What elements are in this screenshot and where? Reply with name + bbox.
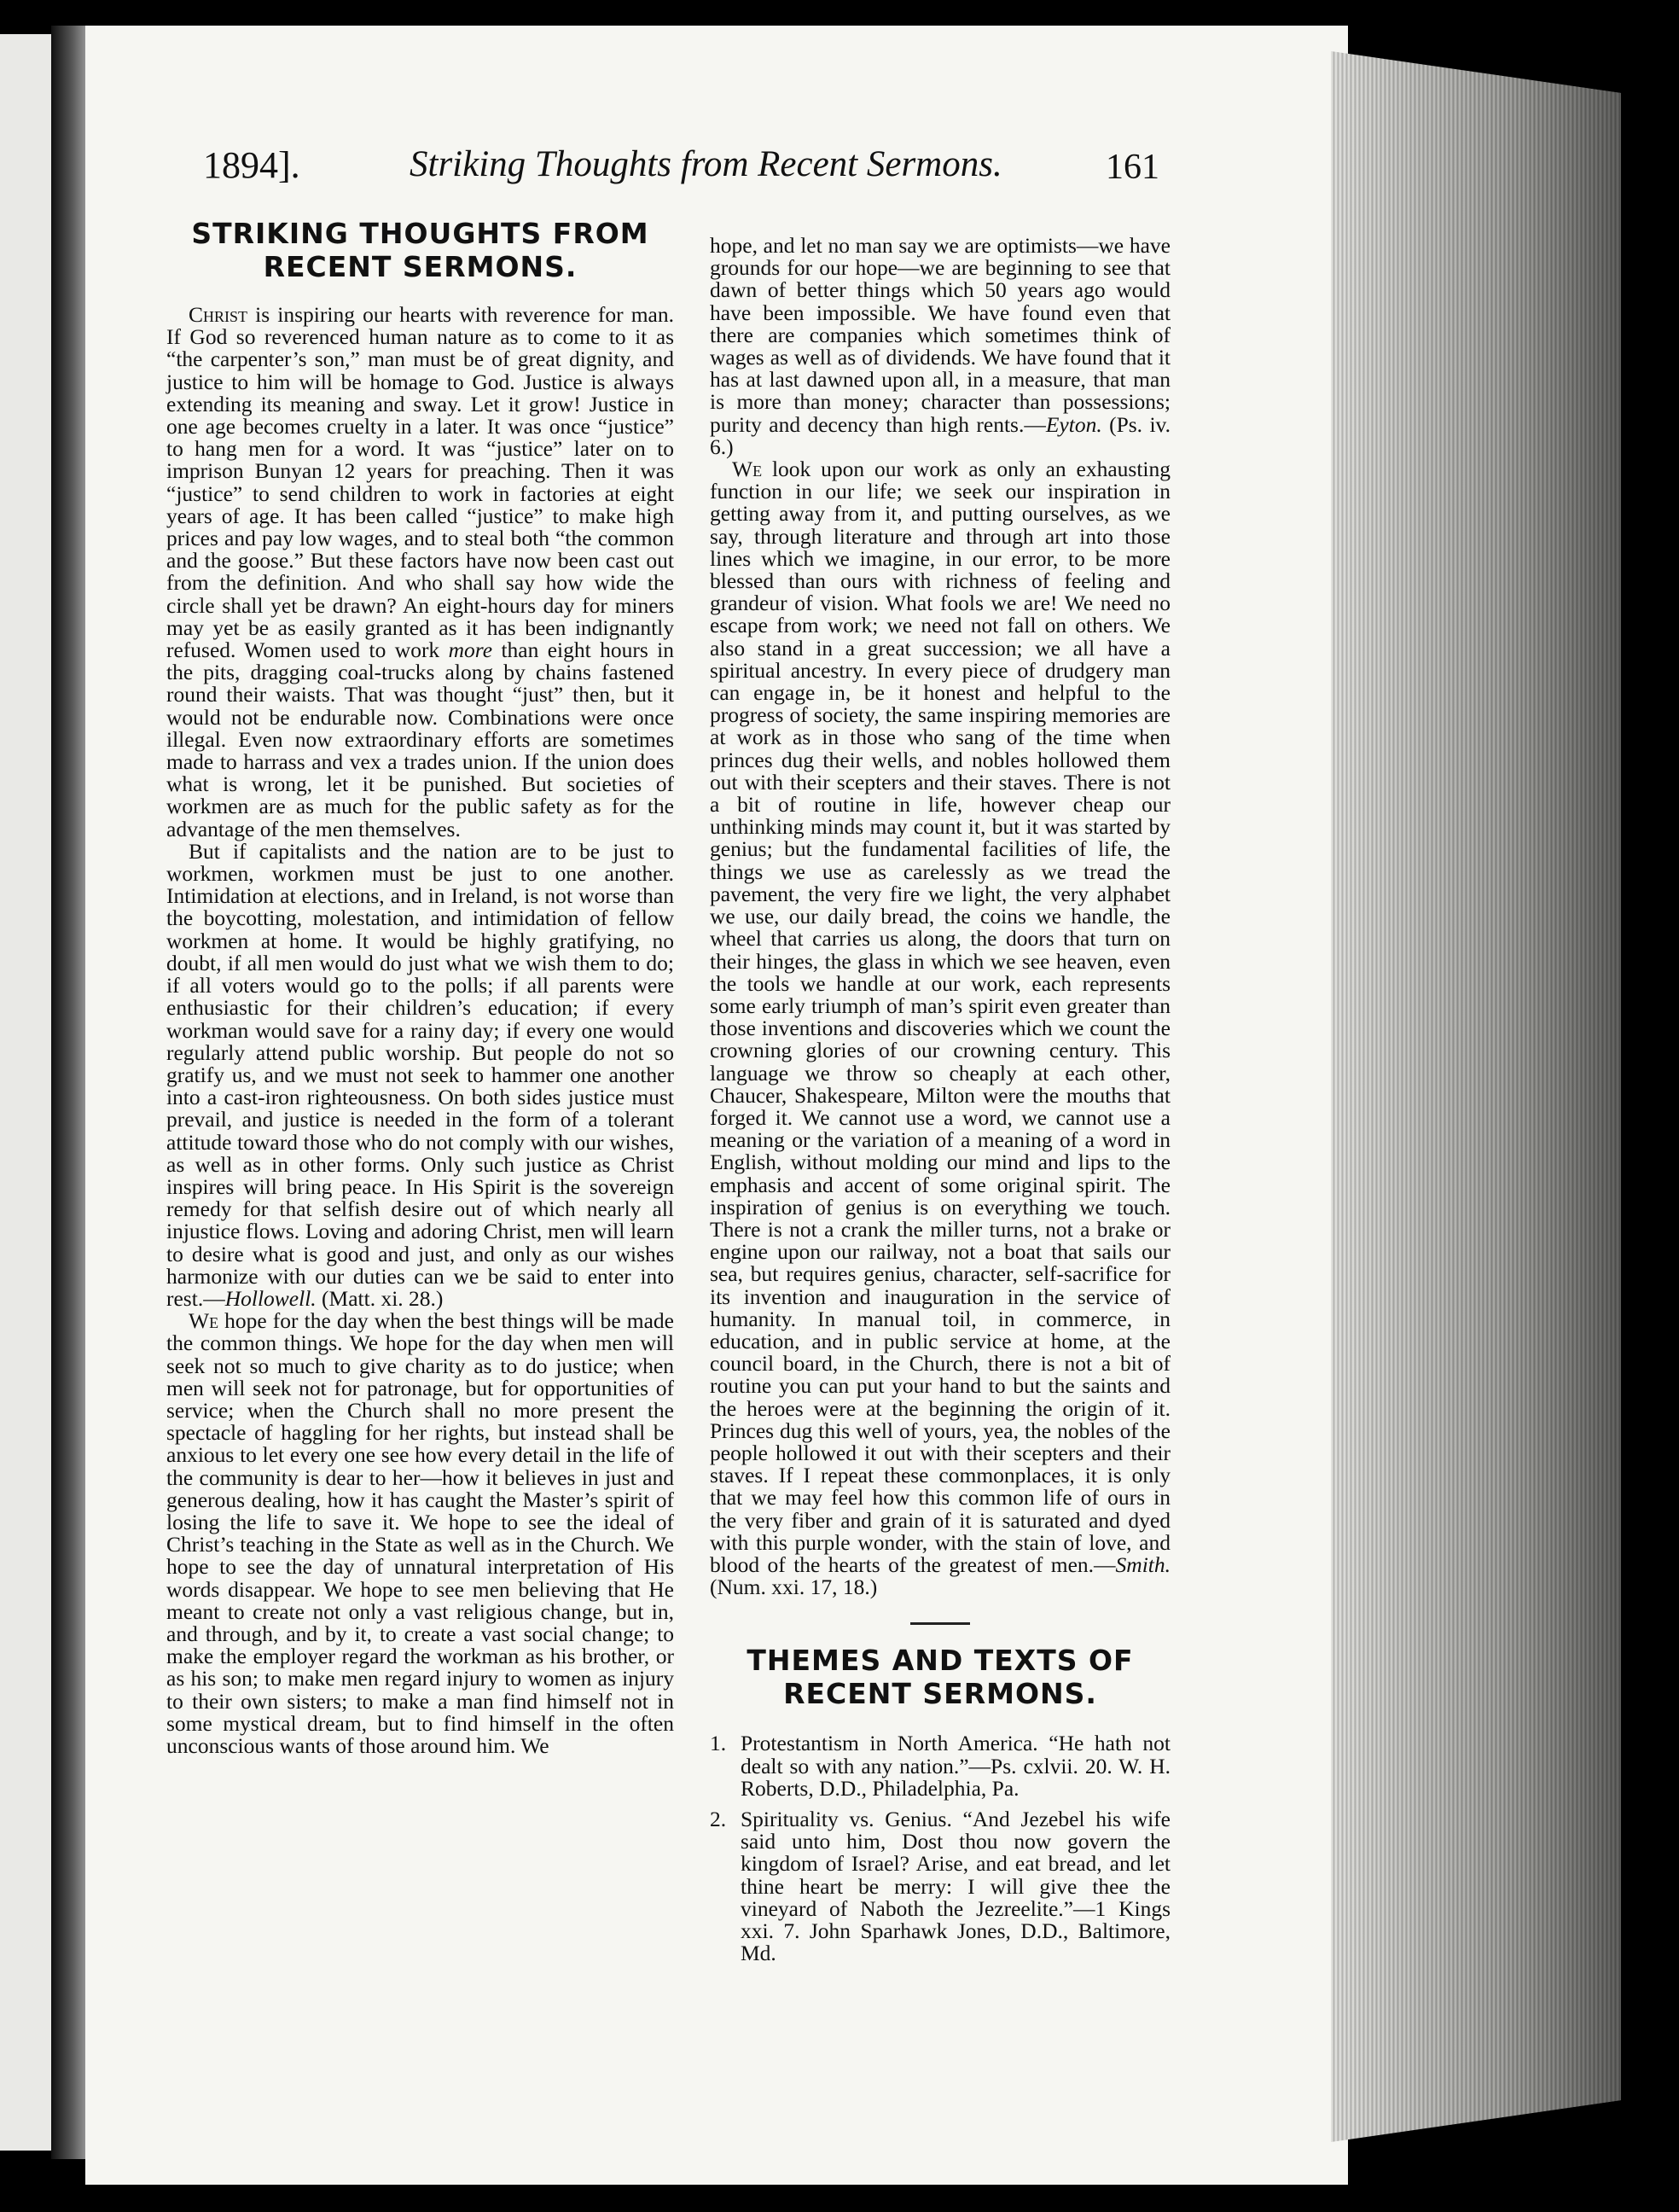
author-name: Smith. [1115,1551,1171,1577]
sermon-paragraph-continued: hope, and let no man say we are optimists—we have grounds for our hope—we are beginning to see that dawn of better things which 50 years ago would have been impossible. We have found even that there are companies which sometimes think of wages as well as of dividends. We have found that it has at last dawned upon all, in a measure, that man is more than money; character than possessions; purity and decency than high rents.—Eyton. (Ps. iv. 6.) [710,233,1171,459]
list-item: 1. Protestantism in North America. “He hath not dealt so with any nation.”—Ps. cxlvii. 20. W. H. Roberts, D.D., Philadelphia, Pa. [710,1731,1171,1801]
page-stack-edge [1331,51,1621,2142]
sermon-paragraph: We hope for the day when the best things will be made the common things. We hope for the day when men will seek not so much to give charity as to do justice; when men will seek not for patronage, but for opportunities of service; when the Church shall no more present the spectacle of haggling for her rights, but instead shall be anxious to let every one see how every detail in the life of the community is dear to her—how it believes in just and generous dealing, how it has caught the Master’s spirit of losing the life to save it. We hope to see the ideal of Christ’s teaching in the State as well as in the Church. We hope to see the day of unnatural interpretation of His words disappear. We hope to see men believing that He meant to create not only a vast religious change, but in, and through, and by it, to create a vast social change; to make the employer regard the workman as his brother, or as his son; to make men regard injury to women as injury to their own sisters; to make a man find himself not in some mystical dream, but to find himself in the often unconscious wants of those around him. We [166,1308,674,1758]
author-name: Eyton. [1045,411,1102,437]
running-head-title: Striking Thoughts from Recent Sermons. [410,144,1002,184]
running-head-year: 1894]. [203,144,300,186]
right-column [710,235,1171,1973]
sermon-paragraph: Christ is inspiring our hearts with reverence for man. If God so reverenced human nature as to come to it as “the carpenter’s son,” man must be of great dignity, and justice to him will be homage to God. Justice is always extending its meaning and sway. Let it grow! Justice in one age becomes cruelty in a later. It was once “justice” to hang men for a word. It was “justice” later on to imprison Bunyan 12 years for preaching. Then it was “justice” to send children to work in factories at eight years of age. It has been called “justice” to make high prices and pay low wages, and to steal both “the common and the goose.” But these factors have now been cast out from the definition. And who shall say how wide the circle shall yet be drawn? An eight-hours day for miners may yet be as easily granted as it has been indignantly refused. Women used to work more than eight hours in the pits, dragging coal-trucks along by chains fastened round their waists. That was thought “just” then, but it would not be endurable now. Combinations were once illegal. Even now extraordinary efforts are sometimes made to harrass and vex a trades union. If the union does what is wrong, let it be punished. But societies of workmen are as much for the public safety as for the advantage of the men themselves. [166,302,674,841]
themes-list [710,1732,1171,1965]
section-heading-themes-texts: THEMES AND TEXTS OF RECENT SERMONS. [747,1644,1134,1711]
sermon-paragraph: But if capitalists and the nation are to be just to workmen, workmen must be just to one another. Intimidation at elections, and in Ireland, is not worse than the boycotting, molestation, and intimidation of fellow workmen at home. It would be highly gratifying, no doubt, if all men would do just what we wish them to do; if all voters would go to the polls; if all parents were enthusiastic for their children’s education; if every workman would save for a rainy day; if every one would regularly attend public worship. But people do not so gratify us, and we must not seek to hammer one another into a cast-iron righteousness. On both sides justice must prevail, and justice is needed in the form of a tolerant attitude toward those who do not comply with our wishes, as well as in other forms. Only such justice as Christ inspires will bring peace. In His Spirit is the sovereign remedy for that selfish desire out of which nearly all injustice flows. Loving and adoring Christ, men will learn to desire what is good and just, and only as our wishes harmonize with our duties can we be said to enter into rest.—Hollowell. (Matt. xi. 28.) [166,838,674,1311]
section-heading-striking-thoughts: STRIKING THOUGHTS FROM RECENT SERMONS. [191,217,649,283]
author-name: Hollowell. [224,1285,317,1311]
sermon-paragraph: We look upon our work as only an exhausting function in our life; we seek our inspiration in getting away from it, and putting ourselves, as we say, through literature and through art into those lines which we imagine, in our error, to be more blessed than ours with richness of feeling and grandeur of vision. What fools we are! We need no escape from work; we need not fall on others. We also stand in a great succession; we all have a spiritual ancestry. In every piece of drudgery man can engage in, be it honest and helpful to the progress of society, the same inspiring memories are at work as in those who sang of the time when princes dug their wells, and nobles hollowed them out with their scepters and their staves. There is not a bit of routine in life, however cheap our unthinking minds may count it, but it was started by genius; but the fundamental facilities of life, the things we use as carelessly as we tread the pavement, the very fire we light, the very alphabet we use, our daily bread, the coins we handle, the wheel that carries us along, the doors that turn on their hinges, the glass in which we see heaven, even the tools we handle at our work, each represents some early triumph of man’s spirit even greater than those inventions and discoveries which we count the crowning glories of our crowning century. This language we throw so cheaply at each other, Chaucer, Shakespeare, Milton were the mouths that forged it. We cannot use a word, we cannot use a meaning or the variation of a meaning of a word in English, without molding our mind and lips to the emphasis and accent of some original spirit. The inspiration of genius is on everything we touch. There is not a crank the miller turns, not a brake or engine upon our railway, not a boat that sails our sea, but requires genius, character, self-sacrifice for its invention and inauguration in the service of humanity. In manual toil, in commerce, in education, and in public service at home, at the council board, in the Church, there is not a bit of routine you can put your hand to but the saints and the heroes were at the beginning the origin of it. Princes dug this well of yours, yea, the nobles of the people hollowed it out with their scepters and their staves. If I repeat these commonplaces, it is only that we may feel how this common life of ours in the very fiber and grain of it is saturated and dyed with this purple wonder, with the stain of love, and blood of the hearts of the greatest of men.—Smith. (Num. xxi. 17, 18.) [710,457,1171,1600]
list-item: 2. Spirituality vs. Genius. “And Jezebel his wife said unto him, Dost thou now govern the kingdom of Israel? Arise, and eat bread, and let thine heart be merry: I will give thee the vineyard of Naboth the Jezreelite.”—1 Kings xxi. 7. John Sparhawk Jones, D.D., Baltimore, Md. [710,1807,1171,1966]
left-column [166,217,674,1757]
section-divider [910,1622,970,1625]
page-number: 161 [1106,148,1159,187]
